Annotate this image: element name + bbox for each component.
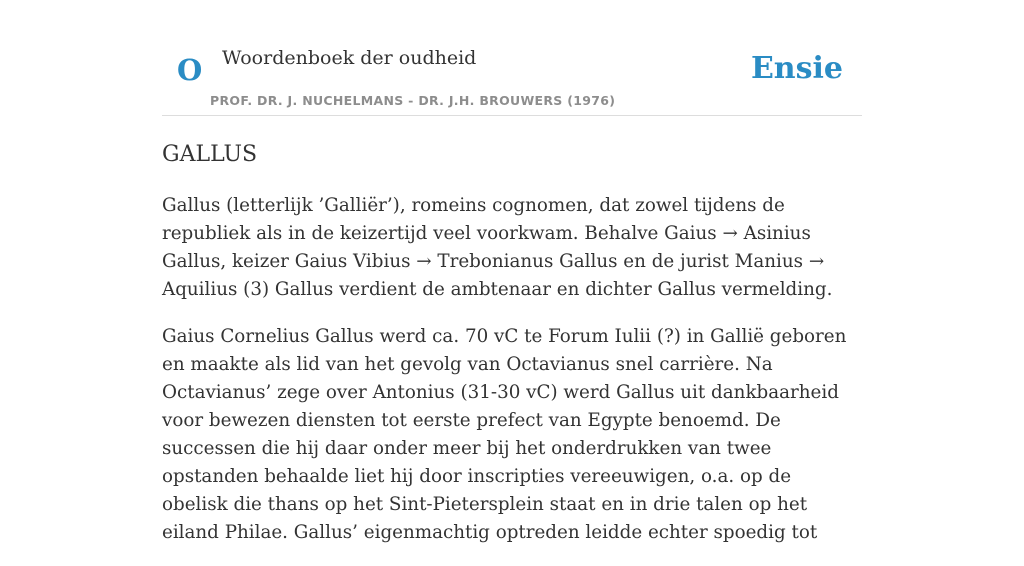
paragraph — [162, 192, 862, 304]
paragraph-text: Gallus (letterlijk ’Galliër’), romeins cognomen, dat zowel tijdens de republiek als in de keizertijd veel voorkwam. Behalve Gaius — [162, 195, 785, 244]
paragraph-text: Gallus verdient de ambtenaar en dichter Gallus vermelding. — [269, 279, 833, 300]
paragraph-text: en de jurist Manius — [617, 251, 809, 272]
entry-title: GALLUS — [162, 142, 258, 167]
site-logo[interactable]: Ensie — [750, 51, 843, 86]
index-letter[interactable]: O — [177, 53, 203, 87]
cross-reference-link[interactable]: → Trebonianus Gallus — [416, 251, 618, 272]
header — [162, 0, 862, 116]
entry-body — [162, 192, 862, 566]
cross-reference-link[interactable]: → Aquilius (3) — [162, 251, 825, 300]
paragraph-text: , keizer Gaius Vibius — [220, 251, 417, 272]
book-authors: PROF. DR. J. NUCHELMANS - DR. J.H. BROUWERS (1976) — [210, 93, 616, 108]
book-title[interactable]: Woordenboek der oudheid — [222, 47, 477, 69]
paragraph: Gaius Cornelius Gallus werd ca. 70 vC te Forum Iulii (?) in Gallië geboren en maakte als lid van het gevolg van Octavianus snel carrière. Na Octavianus’ zege over Antonius (31-30 vC) werd Gallus uit dankbaarheid voor bewezen diensten tot eerste prefect van Egypte benoemd. De successen die hij daar onder meer bij het onderdrukken van twee opstanden behaalde liet hij door inscripties vereeuwigen, o.a. op de obelisk die thans op het Sint-Pietersplein staat en in drie talen op het eiland Philae. Gallus’ eigenmachtig optreden leidde echter spoedig tot — [162, 326, 847, 543]
cross-reference-link[interactable]: → Asinius Gallus — [162, 223, 811, 272]
page — [162, 0, 862, 543]
